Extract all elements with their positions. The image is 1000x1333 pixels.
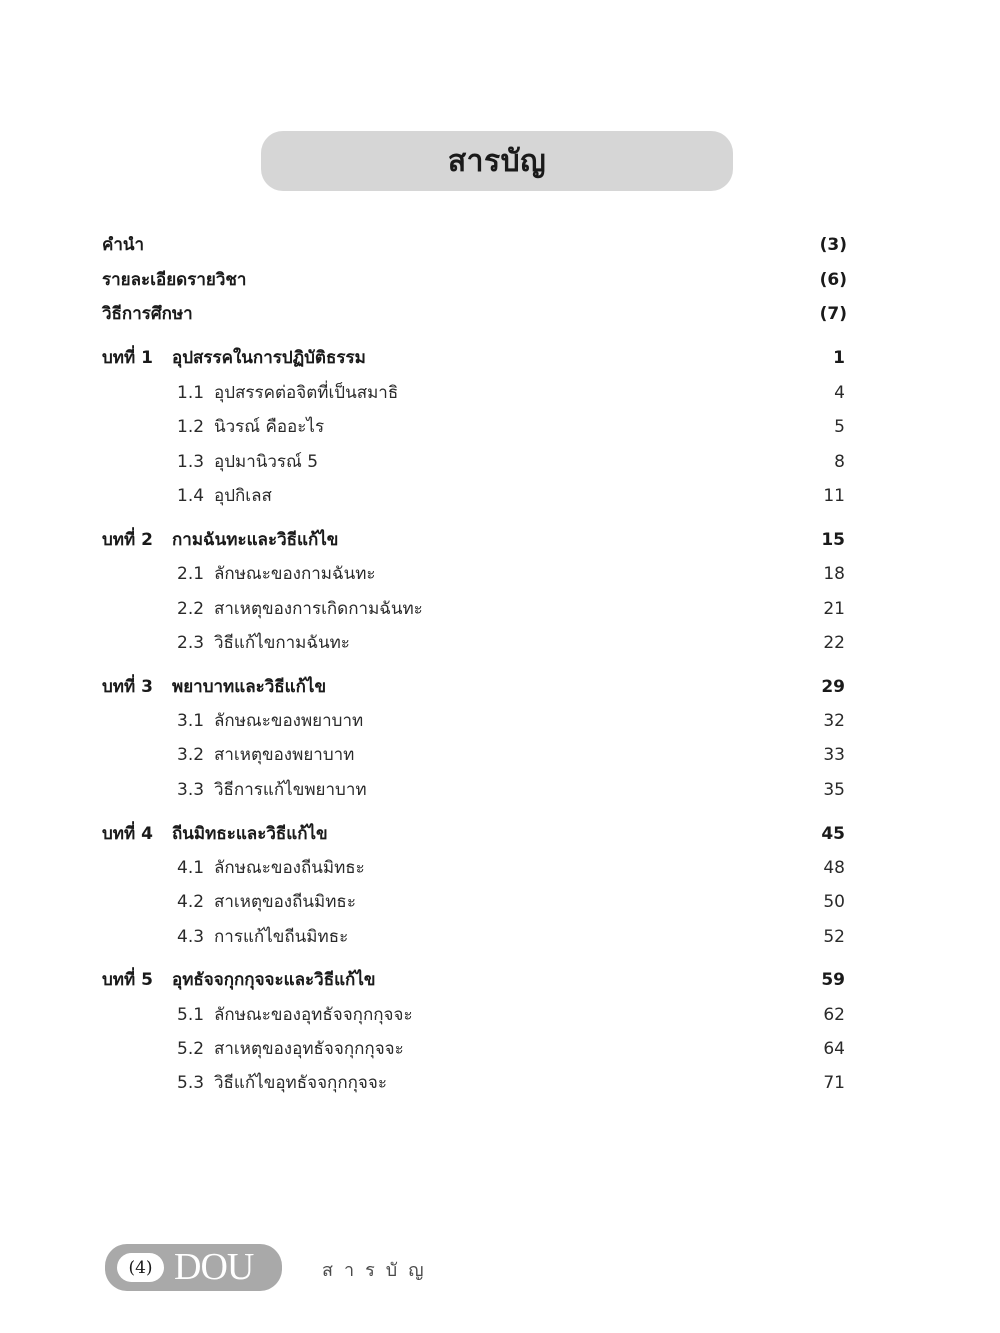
section-title: อุปกิเลส xyxy=(214,486,272,506)
chapter-title: ถีนมิทธะและวิธีแก้ไข xyxy=(172,824,328,844)
section-title: สาเหตุของพยาบาท xyxy=(214,745,355,765)
chapter-page: 15 xyxy=(821,530,845,550)
section-number: 3.1 xyxy=(177,711,205,731)
toc-section[interactable] xyxy=(0,773,1000,807)
toc-front-page: (6) xyxy=(819,270,847,290)
chapter-number: บทที่ 3 xyxy=(102,677,153,697)
toc-section[interactable] xyxy=(0,445,1000,479)
section-page: 33 xyxy=(823,745,845,765)
toc-section[interactable] xyxy=(0,557,1000,591)
toc-section[interactable] xyxy=(0,1066,1000,1100)
toc-front-page: (3) xyxy=(819,235,847,255)
section-page: 22 xyxy=(823,633,845,653)
toc-section[interactable] xyxy=(0,479,1000,513)
section-page: 8 xyxy=(834,452,845,472)
toc-chapter[interactable] xyxy=(0,523,1000,557)
toc-chapter[interactable] xyxy=(0,963,1000,997)
section-title: อุปมานิวรณ์ 5 xyxy=(214,452,319,472)
section-page: 21 xyxy=(823,599,845,619)
section-title: ลักษณะของพยาบาท xyxy=(214,711,364,731)
chapter-number: บทที่ 1 xyxy=(102,348,153,368)
chapter-page: 1 xyxy=(833,348,845,368)
chapter-title: พยาบาทและวิธีแก้ไข xyxy=(172,677,327,697)
section-number: 1.3 xyxy=(177,452,205,472)
section-number: 4.2 xyxy=(177,892,205,912)
toc-front-item[interactable] xyxy=(0,228,1000,262)
section-number: 3.2 xyxy=(177,745,205,765)
section-page: 52 xyxy=(823,927,845,947)
section-title: สาเหตุของการเกิดกามฉันทะ xyxy=(214,599,423,619)
section-number: 5.3 xyxy=(177,1073,205,1093)
toc-chapter[interactable] xyxy=(0,817,1000,851)
chapter-title: อุทธัจจกุกกุจจะและวิธีแก้ไข xyxy=(172,970,376,990)
toc-section[interactable] xyxy=(0,592,1000,626)
section-number: 2.1 xyxy=(177,564,205,584)
chapter-number: บทที่ 5 xyxy=(102,970,153,990)
section-number: 4.1 xyxy=(177,858,205,878)
section-title: ลักษณะของอุทธัจจกุกกุจจะ xyxy=(214,1005,413,1025)
section-page: 32 xyxy=(823,711,845,731)
section-number: 1.1 xyxy=(177,383,205,403)
toc-section[interactable] xyxy=(0,738,1000,772)
section-title: วิธีแก้ไขกามฉันทะ xyxy=(214,633,350,653)
section-number: 2.3 xyxy=(177,633,205,653)
footer-page-number: (4) xyxy=(117,1253,164,1282)
chapter-page: 59 xyxy=(821,970,845,990)
toc-section[interactable] xyxy=(0,851,1000,885)
section-number: 4.3 xyxy=(177,927,205,947)
toc-section[interactable] xyxy=(0,626,1000,660)
toc-front-label: รายละเอียดรายวิชา xyxy=(102,270,247,290)
section-number: 1.2 xyxy=(177,417,205,437)
chapter-title: อุปสรรคในการปฏิบัติธรรม xyxy=(172,348,366,368)
section-page: 11 xyxy=(823,486,845,506)
section-page: 62 xyxy=(823,1005,845,1025)
toc-chapter[interactable] xyxy=(0,341,1000,375)
section-page: 35 xyxy=(823,780,845,800)
section-number: 5.2 xyxy=(177,1039,205,1059)
section-title: ลักษณะของถีนมิทธะ xyxy=(214,858,365,878)
section-title: วิธีแก้ไขอุทธัจจกุกกุจจะ xyxy=(214,1073,387,1093)
toc-front-label: วิธีการศึกษา xyxy=(102,304,193,324)
section-title: ลักษณะของกามฉันทะ xyxy=(214,564,376,584)
toc-front-page: (7) xyxy=(819,304,847,324)
section-title: การแก้ไขถีนมิทธะ xyxy=(214,927,349,947)
toc-front-item[interactable] xyxy=(0,263,1000,297)
toc-section[interactable] xyxy=(0,410,1000,444)
toc-section[interactable] xyxy=(0,885,1000,919)
chapter-number: บทที่ 4 xyxy=(102,824,153,844)
section-page: 64 xyxy=(823,1039,845,1059)
section-title: สาเหตุของถีนมิทธะ xyxy=(214,892,356,912)
toc-front-label: คำนำ xyxy=(102,235,145,255)
toc-chapter[interactable] xyxy=(0,670,1000,704)
chapter-page: 45 xyxy=(821,824,845,844)
section-page: 50 xyxy=(823,892,845,912)
dou-logo: DOU xyxy=(174,1246,254,1288)
chapter-page: 29 xyxy=(821,677,845,697)
section-title: สาเหตุของอุทธัจจกุกกุจจะ xyxy=(214,1039,404,1059)
section-page: 48 xyxy=(823,858,845,878)
section-number: 2.2 xyxy=(177,599,205,619)
toc-front-item[interactable] xyxy=(0,297,1000,331)
section-number: 5.1 xyxy=(177,1005,205,1025)
toc-section[interactable] xyxy=(0,704,1000,738)
section-title: อุปสรรคต่อจิตที่เป็นสมาธิ xyxy=(214,383,399,403)
toc-section[interactable] xyxy=(0,1032,1000,1066)
chapter-number: บทที่ 2 xyxy=(102,530,153,550)
section-number: 3.3 xyxy=(177,780,205,800)
section-page: 4 xyxy=(834,383,845,403)
section-title: วิธีการแก้ไขพยาบาท xyxy=(214,780,367,800)
section-page: 18 xyxy=(823,564,845,584)
section-page: 71 xyxy=(823,1073,845,1093)
chapter-title: กามฉันทะและวิธีแก้ไข xyxy=(172,530,339,550)
section-title: นิวรณ์ คืออะไร xyxy=(214,417,325,437)
section-number: 1.4 xyxy=(177,486,205,506)
page-title: สารบัญ xyxy=(447,143,547,179)
footer-section-label: สารบัญ xyxy=(322,1260,435,1281)
section-page: 5 xyxy=(834,417,845,437)
toc-section[interactable] xyxy=(0,376,1000,410)
toc-section[interactable] xyxy=(0,998,1000,1032)
toc-section[interactable] xyxy=(0,920,1000,954)
